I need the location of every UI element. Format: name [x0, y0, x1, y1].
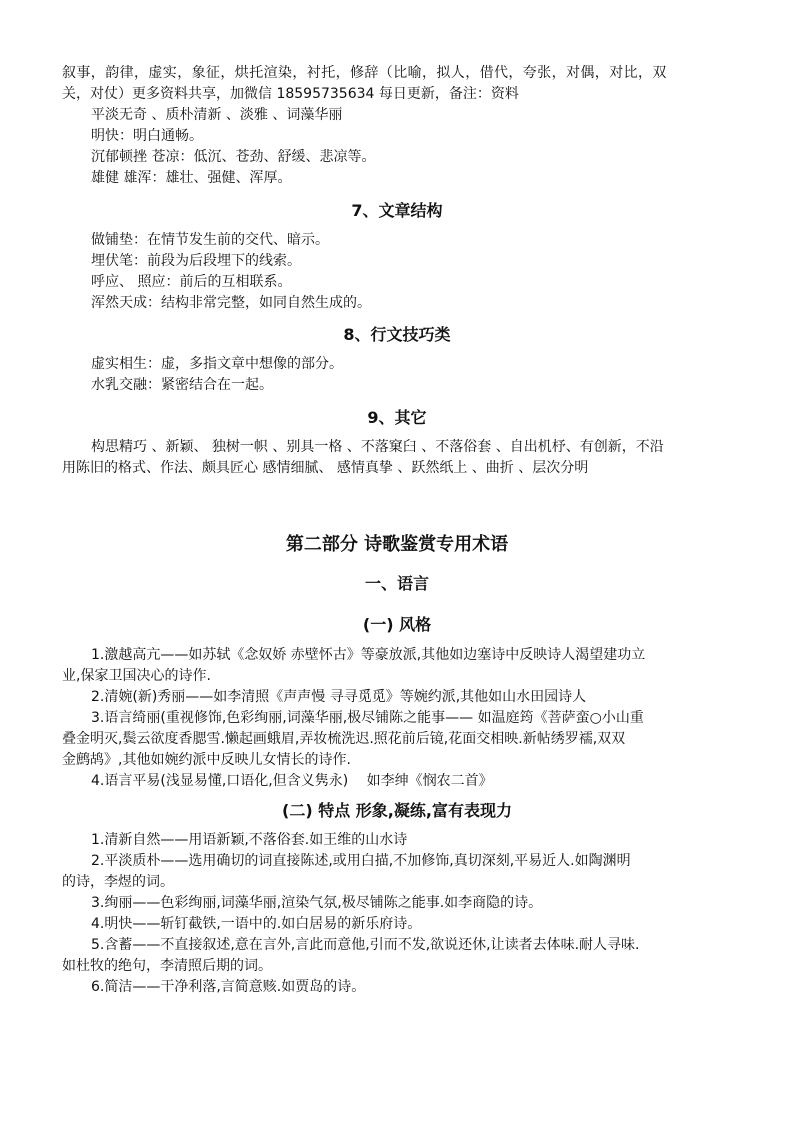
intro-line-2: 关，对仗）更多资料共享，加微信 18595735634 每日更新，备注：资料 [62, 86, 519, 102]
style-line: 业,保家卫国决心的诗作. [62, 668, 211, 684]
feature-line: 1.清新自然——用语新颖,不落俗套.如王维的山水诗 [91, 832, 408, 848]
style-line: 4.语言平易(浅显易懂,口语化,但含义隽永) 如李绅《悯农二首》 [91, 773, 493, 789]
section-7-item: 浑然天成：结构非常完整，如同自然生成的。 [91, 295, 371, 311]
feature-line: 6.简洁——干净利落,言简意赅.如贾岛的诗。 [91, 979, 366, 995]
feature-line: 5.含蓄——不直接叙述,意在言外,言此而意他,引而不发,欲说还休,让读者去体味.耐人寻味. [91, 937, 640, 953]
intro-item: 平淡无奇 、质朴清新 、淡雅 、词藻华丽 [91, 107, 343, 123]
part-2-subtitle: 一、语言 [364, 574, 429, 593]
feature-line: 的诗，李煜的词。 [62, 874, 174, 890]
feature-line: 4.明快——斩钉截铁,一语中的.如白居易的新乐府诗。 [91, 916, 422, 932]
part-2-title: 第二部分 诗歌鉴赏专用术语 [285, 534, 509, 555]
section-7-item: 埋伏笔：前段为后段埋下的线索。 [91, 253, 301, 269]
section-8-item: 虚实相生：虚，多指文章中想像的部分。 [91, 356, 343, 372]
section-7-heading: 7、文章结构 [351, 201, 443, 220]
section-7-item: 呼应、 照应：前后的互相联系。 [91, 274, 292, 290]
style-section-heading: (一) 风格 [362, 615, 432, 634]
section-9-heading: 9、其它 [367, 408, 427, 427]
section-8-item: 水乳交融：紧密结合在一起。 [91, 377, 273, 393]
style-line: 3.语言绮丽(重视修饰,色彩绚丽,词藻华丽,极尽铺陈之能事—— 如温庭筠《菩萨蛮○小山重 [91, 710, 644, 726]
style-line: 1.激越高亢——如苏轼《念奴娇 赤壁怀古》等豪放派,其他如边塞诗中反映诗人渴望建功立 [91, 647, 646, 663]
feature-line: 2.平淡质朴——选用确切的词直接陈述,或用白描,不加修饰,真切深刻,平易近人.如陶渊明 [91, 853, 631, 869]
section-7-item: 做铺垫：在情节发生前的交代、暗示。 [91, 232, 329, 248]
feature-line: 如杜牧的绝句，李清照后期的词。 [62, 958, 272, 974]
feature-line: 3.绚丽——色彩绚丽,词藻华丽,渲染气氛,极尽铺陈之能事.如李商隐的诗。 [91, 895, 543, 911]
section-8-heading: 8、行文技巧类 [343, 325, 451, 344]
feature-section-heading: (二) 特点 形象,凝练,富有表现力 [282, 801, 512, 820]
intro-line-1: 叙事，韵律，虚实，象征，烘托渲染，衬托，修辞（比喻，拟人，借代，夸张，对偶，对比，双 [62, 65, 667, 81]
intro-item: 沉郁顿挫 苍凉：低沉、苍劲、舒缓、悲凉等。 [91, 149, 376, 165]
style-line: 2.清婉(新)秀丽——如李清照《声声慢 寻寻觅觅》等婉约派,其他如山水田园诗人 [91, 689, 587, 705]
style-line: 叠金明灭,鬓云欲度香腮雪.懒起画蛾眉,弄妆梳洗迟.照花前后镜,花面交相映.新帖绣罗襦,双双 [62, 731, 626, 747]
section-9-line-1: 构思精巧 、新颖、 独树一帜 、别具一格 、不落窠臼 、不落俗套 、自出机杼、有创新，不沿 [91, 439, 664, 455]
intro-item: 明快：明白通畅。 [91, 128, 203, 144]
style-line: 金鹧鸪》,其他如婉约派中反映儿女情长的诗作. [62, 752, 351, 768]
section-9-line-2: 用陈旧的格式、作法、颇具匠心 感情细腻、 感情真挚 、跃然纸上 、曲折 、层次分明 [62, 460, 589, 476]
intro-item: 雄健 雄浑：雄壮、强健、浑厚。 [91, 170, 292, 186]
